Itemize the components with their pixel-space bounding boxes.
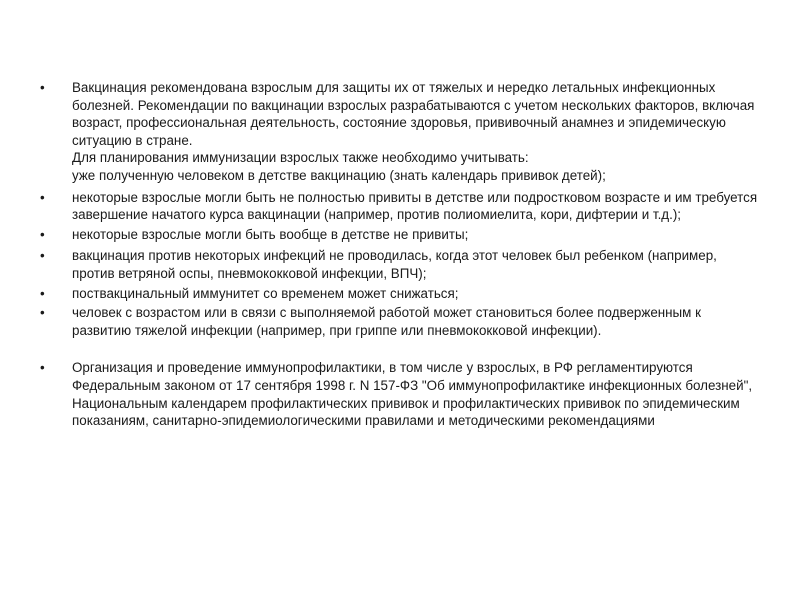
- list-item-age-risk: [40, 304, 762, 339]
- list-item-regulation: [40, 359, 762, 429]
- list-item-text: некоторые взрослые могли быть не полностью привиты в детстве или подростковом возрасте и им требуется завершение начатого курса вакцинации (например, против полиомиелита, кори, дифтерии и т.д.);: [72, 189, 758, 223]
- list-item-vaccination-recommended: [40, 79, 762, 185]
- list-item-incomplete-vaccination: [40, 189, 762, 224]
- bullet-icon: •: [40, 189, 45, 205]
- list-item-text: человек с возрастом или в связи с выполняемой работой может становиться более подверженным к развитию тяжелой инфекции (например, при гриппе или пневмококковой инфекции).: [72, 305, 701, 338]
- paragraph-childhood-vaccination: уже полученную человеком в детстве вакцинацию (знать календарь прививок детей);: [72, 167, 606, 183]
- list-item-text: поствакцинальный иммунитет со временем может снижаться;: [72, 285, 459, 301]
- bullet-icon: •: [40, 226, 45, 242]
- list-item-not-vaccinated: [40, 226, 762, 244]
- list-item-missed-infections: [40, 247, 762, 282]
- bullet-icon: •: [40, 285, 45, 301]
- list-item-immunity-decline: [40, 285, 762, 303]
- bullet-list: [40, 79, 762, 430]
- paragraph-planning-intro: Для планирования иммунизации взрослых также необходимо учитывать:: [72, 150, 529, 166]
- paragraph-recommendation: Вакцинация рекомендована взрослым для защиты их от тяжелых и нередко летальных инфекционных болезней. Рекомендации по вакцинации взрослых разрабатываются с учетом нескольких факторов, включая возраст, профессиональная деятельность, состояние здоровья, прививочный анамнез и эпидемическую ситуацию в стране.: [72, 80, 755, 148]
- list-item-text: вакцинация против некоторых инфекций не проводилась, когда этот человек был ребенком (например, против ветряной оспы, пневмококковой инфекции, ВПЧ);: [72, 248, 717, 281]
- bullet-icon: •: [40, 360, 45, 376]
- bullet-icon: •: [40, 248, 45, 264]
- list-item-text: Организация и проведение иммунопрофилактики, в том числе у взрослых, в РФ регламентируются Федеральным законом от 17 сентября 1998 г. N 157-ФЗ "Об иммунопрофилактике инфекционных болезней", Национальным календарем профилактических прививок и профилактических прививок по эпидемическим показаниям, санитарно-эпидемиологическими правилами и методическими рекомендациями: [72, 360, 753, 429]
- bullet-icon: •: [40, 305, 45, 321]
- list-item-text: некоторые взрослые могли быть вообще в детстве не привиты;: [72, 226, 469, 242]
- bullet-icon: •: [40, 80, 45, 95]
